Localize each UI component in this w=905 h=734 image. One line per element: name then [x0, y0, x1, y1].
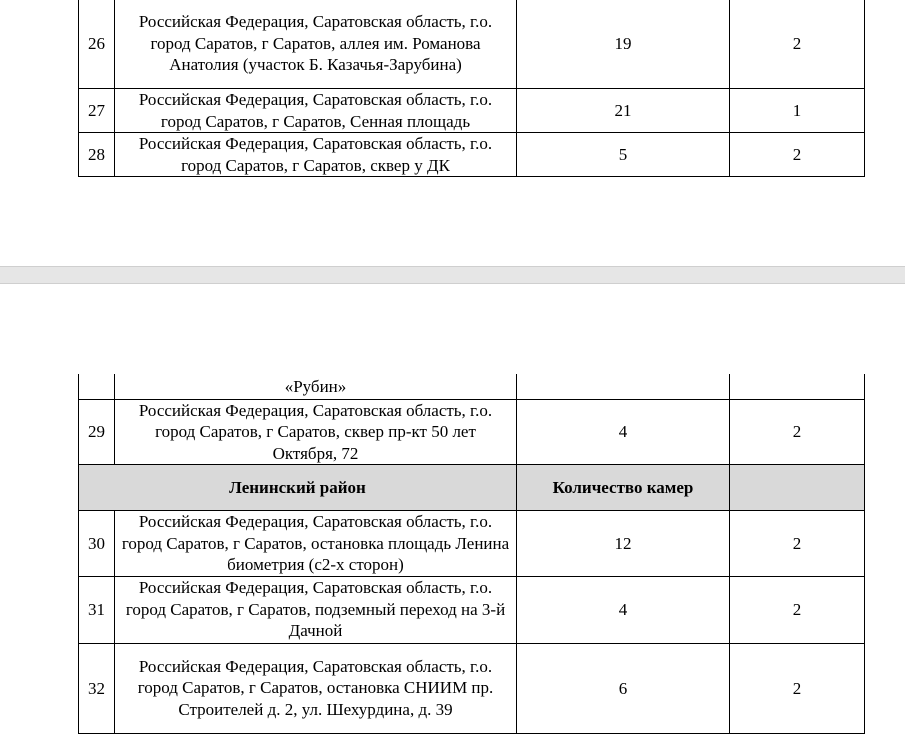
table-row [79, 643, 865, 733]
row-camera-count: 12 [517, 511, 730, 577]
row-address: Российская Федерация, Саратовская область, г.о. город Саратов, г Саратов, остановка площадь Ленина биометрия (с2-х сторон) [115, 511, 517, 577]
cameras-table-page-2 [78, 374, 865, 734]
row-number: 29 [79, 399, 115, 465]
row-extra-value: 2 [730, 133, 865, 177]
table-row [79, 576, 865, 643]
row-extra-value: 2 [730, 0, 865, 89]
cameras-table-page-1 [78, 0, 865, 177]
row-camera-count: 6 [517, 643, 730, 733]
table-row [79, 0, 865, 89]
row-number: 26 [79, 0, 115, 89]
row-number: 30 [79, 511, 115, 577]
row-address: Российская Федерация, Саратовская область, г.о. город Саратов, г Саратов, Сенная площадь [115, 89, 517, 133]
row-extra-value: 2 [730, 643, 865, 733]
page-break-separator [0, 266, 905, 284]
camera-count-heading: Количество камер [517, 465, 730, 511]
row-extra-value: 1 [730, 89, 865, 133]
row-camera-count: 5 [517, 133, 730, 177]
row-number: 27 [79, 89, 115, 133]
row-camera-count: 4 [517, 576, 730, 643]
district-heading: Ленинский район [79, 465, 517, 511]
row-camera-count: 19 [517, 0, 730, 89]
row-number: 31 [79, 576, 115, 643]
row-extra-value: 2 [730, 511, 865, 577]
extra-heading [730, 465, 865, 511]
row-number: 32 [79, 643, 115, 733]
row-camera-count: 21 [517, 89, 730, 133]
row-address: Российская Федерация, Саратовская область, г.о. город Саратов, г Саратов, аллея им. Романова Анатолия (участок Б. Казачья-Зарубина) [115, 0, 517, 89]
table-row [79, 399, 865, 465]
row-number: 28 [79, 133, 115, 177]
continued-address-text: «Рубин» [115, 374, 517, 399]
table-row [79, 511, 865, 577]
row-address: Российская Федерация, Саратовская область, г.о. город Саратов, г Саратов, подземный переход на 3-й Дачной [115, 576, 517, 643]
row-address: Российская Федерация, Саратовская область, г.о. город Саратов, г Саратов, сквер пр-кт 50 лет Октября, 72 [115, 399, 517, 465]
row-camera-count: 4 [517, 399, 730, 465]
row-extra-value: 2 [730, 576, 865, 643]
row-extra-value: 2 [730, 399, 865, 465]
row-address: Российская Федерация, Саратовская область, г.о. город Саратов, г Саратов, сквер у ДК [115, 133, 517, 177]
table-row-continuation [79, 374, 865, 399]
table-row [79, 133, 865, 177]
table-row [79, 89, 865, 133]
row-address: Российская Федерация, Саратовская область, г.о. город Саратов, г Саратов, остановка СНИИМ пр. Строителей д. 2, ул. Шехурдина, д. 39 [115, 643, 517, 733]
section-header-row [79, 465, 865, 511]
